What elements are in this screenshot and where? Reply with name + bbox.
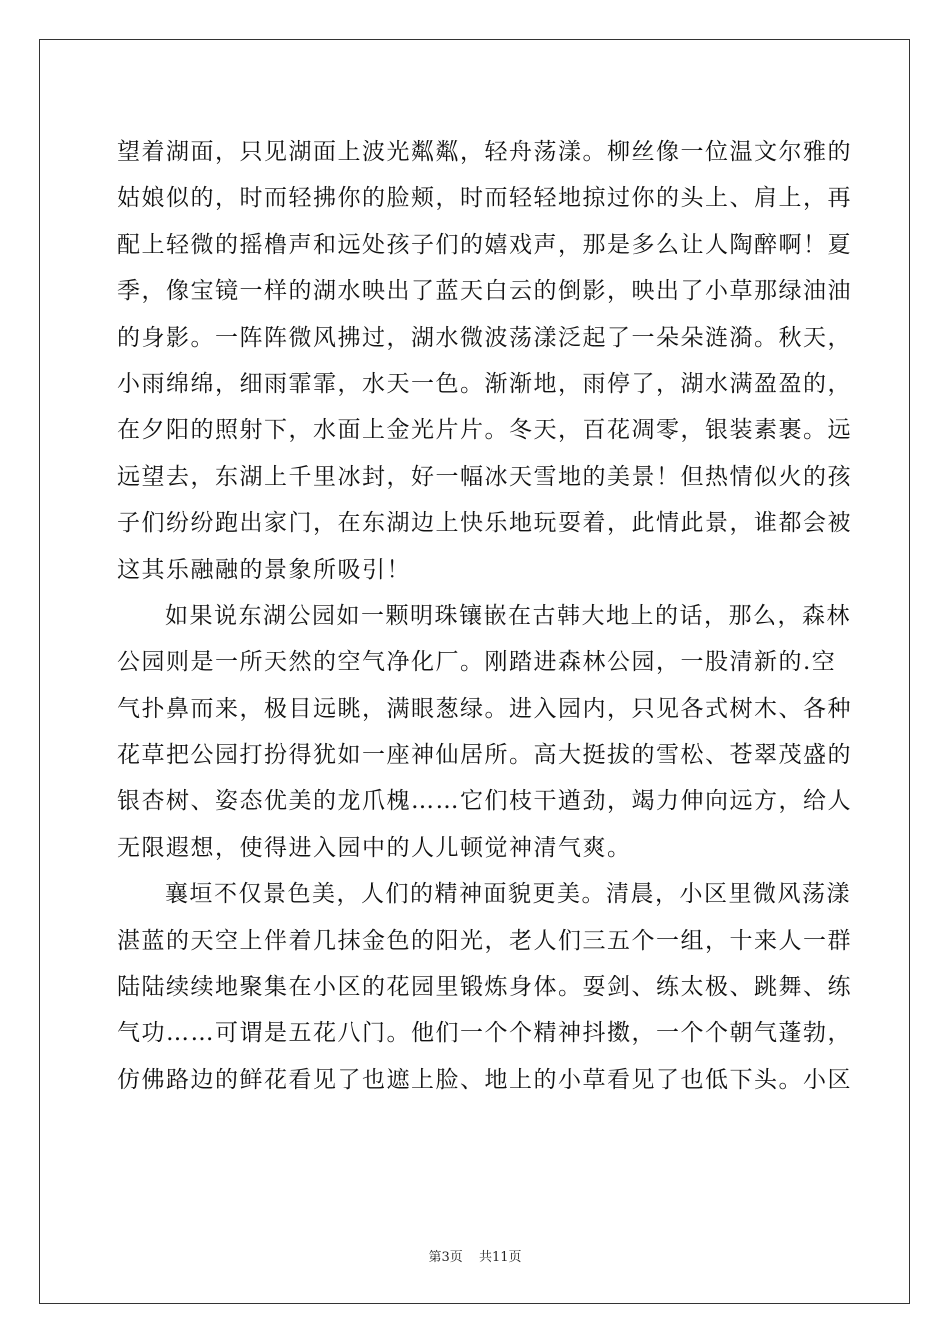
paragraph xyxy=(117,593,852,871)
text-line: 仿佛路边的鲜花看见了也遮上脸、地上的小草看见了也低下头。小区 xyxy=(117,1066,852,1093)
text-line: 在夕阳的照射下，水面上金光片片。冬天，百花凋零，银装素裹。远 xyxy=(117,417,852,444)
text-line: 气功……可谓是五花八门。他们一个个精神抖擞，一个个朝气蓬勃， xyxy=(117,1020,852,1047)
page-footer xyxy=(0,1246,950,1265)
document-body xyxy=(117,129,852,1103)
text-line: 花草把公园打扮得犹如一座神仙居所。高大挺拔的雪松、苍翠茂盛的 xyxy=(117,742,852,769)
text-line: 季，像宝镜一样的湖水映出了蓝天白云的倒影，映出了小草那绿油油 xyxy=(117,278,852,305)
page-total: 共11页 xyxy=(478,1250,522,1265)
text-line: 如果说东湖公园如一颗明珠镶嵌在古韩大地上的话，那么，森林 xyxy=(165,602,851,629)
text-line: 这其乐融融的景象所吸引！ xyxy=(117,556,411,583)
page-number: 第3页 xyxy=(428,1250,463,1265)
text-line: 陆陆续续地聚集在小区的花园里锻炼身体。耍剑、练太极、跳舞、练 xyxy=(117,974,852,1001)
text-line: 的身影。一阵阵微风拂过，湖水微波荡漾泛起了一朵朵涟漪。秋天， xyxy=(117,324,852,351)
text-line: 襄垣不仅景色美，人们的精神面貌更美。清晨，小区里微风荡漾 xyxy=(165,881,851,908)
text-line: 无限遐想，使得进入园中的人儿顿觉神清气爽。 xyxy=(117,834,632,861)
text-line: 气扑鼻而来，极目远眺，满眼葱绿。进入园内，只见各式树木、各种 xyxy=(117,695,852,722)
text-line: 远望去，东湖上千里冰封，好一幅冰天雪地的美景！但热情似火的孩 xyxy=(117,463,852,490)
text-line: 配上轻微的摇橹声和远处孩子们的嬉戏声，那是多么让人陶醉啊！夏 xyxy=(117,231,852,258)
text-line: 子们纷纷跑出家门，在东湖边上快乐地玩耍着，此情此景，谁都会被 xyxy=(117,510,852,537)
text-line: 银杏树、姿态优美的龙爪槐……它们枝干遒劲，竭力伸向远方，给人 xyxy=(117,788,852,815)
text-line: 望着湖面，只见湖面上波光粼粼，轻舟荡漾。柳丝像一位温文尔雅的 xyxy=(117,139,852,165)
paragraph xyxy=(117,129,852,593)
text-line: 公园则是一所天然的空气净化厂。刚踏进森林公园，一股清新的.空 xyxy=(117,649,837,676)
text-line: 湛蓝的天空上伴着几抹金色的阳光，老人们三五个一组，十来人一群 xyxy=(117,927,852,954)
paragraph xyxy=(117,871,852,1103)
text-line: 小雨绵绵，细雨霏霏，水天一色。渐渐地，雨停了，湖水满盈盈的， xyxy=(117,370,852,397)
text-line: 姑娘似的，时而轻拂你的脸颊，时而轻轻地掠过你的头上、肩上，再 xyxy=(117,185,852,212)
